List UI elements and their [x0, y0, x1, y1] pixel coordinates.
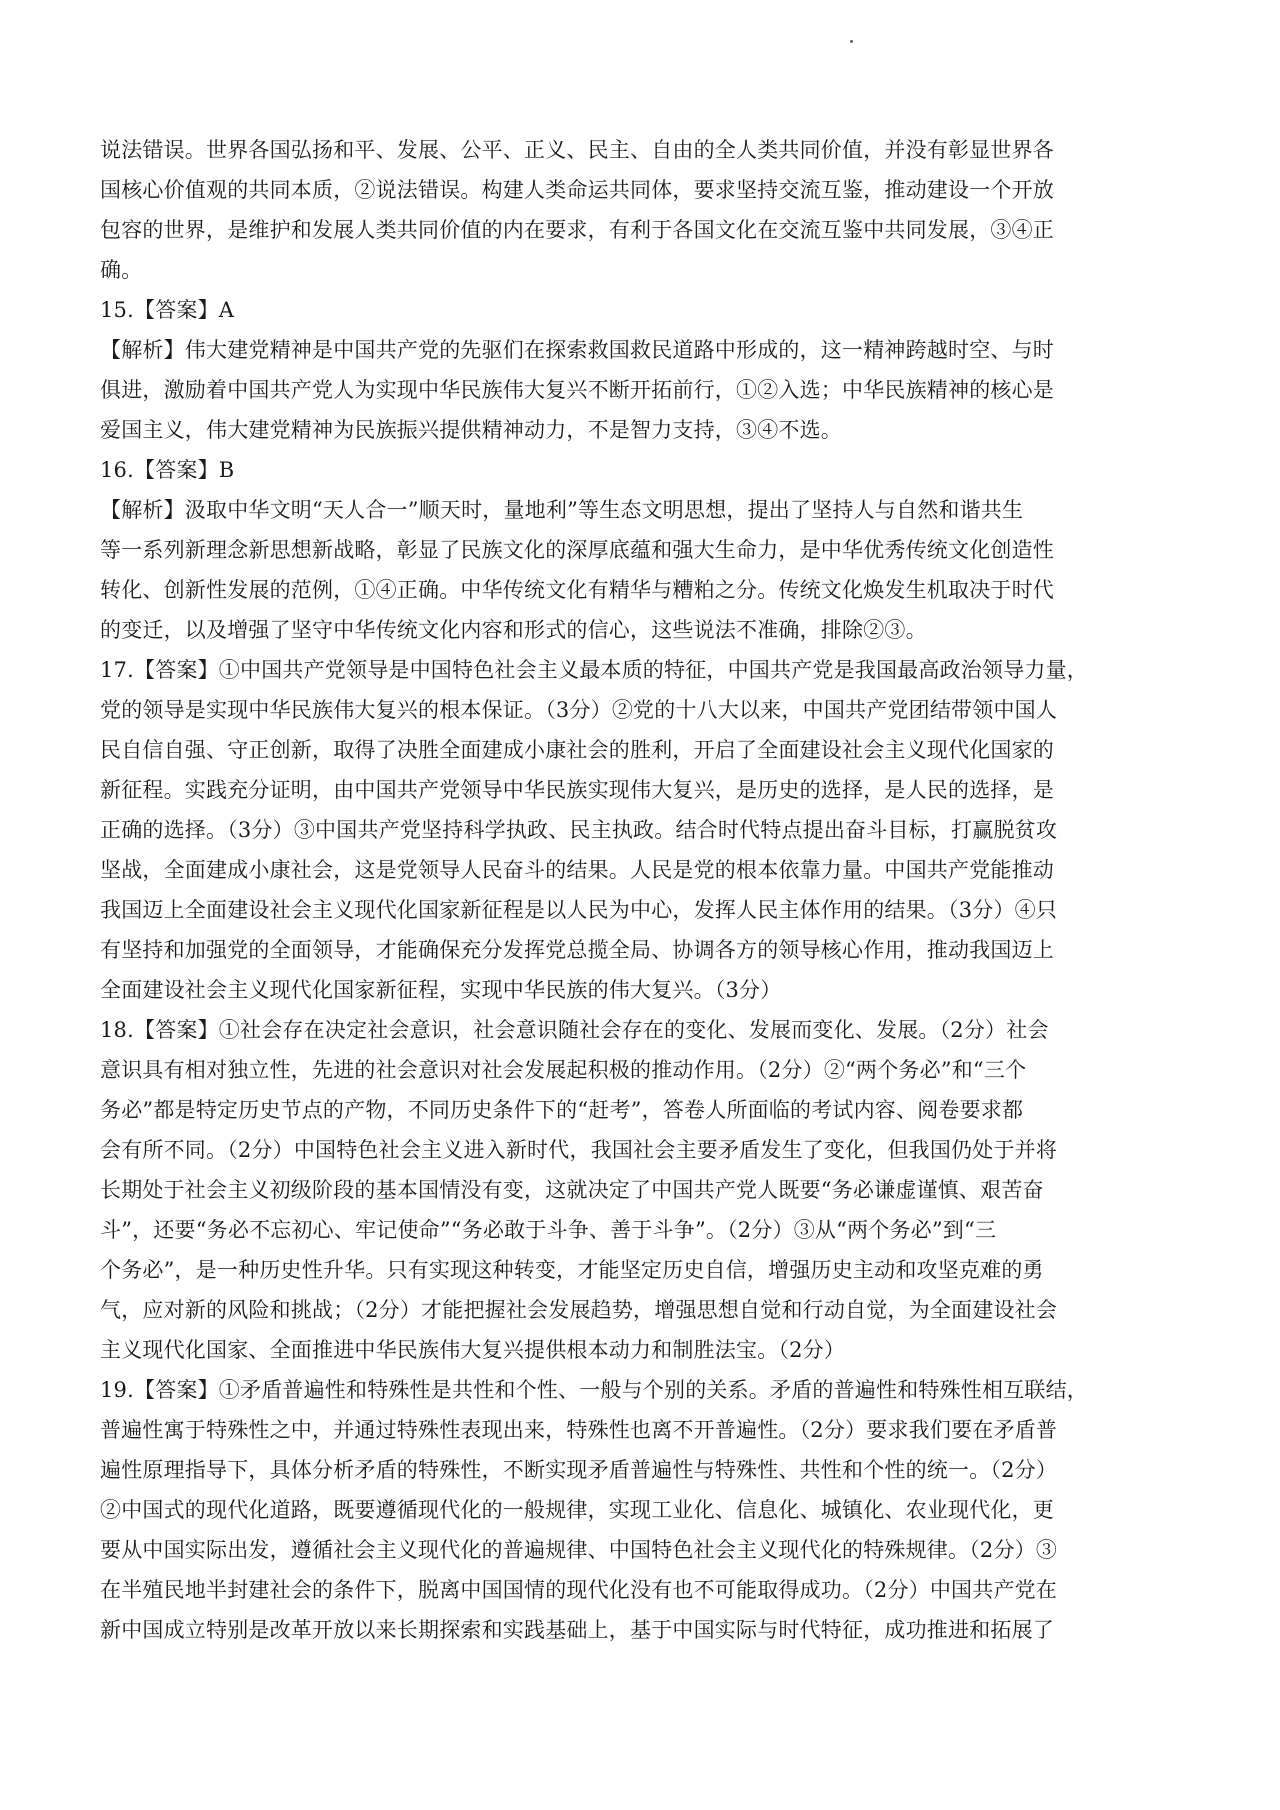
text-line: 的变迁，以及增强了坚守中华传统文化内容和形式的信心，这些说法不准确，排除②③。	[100, 618, 927, 642]
text-line: 新中国成立特别是改革开放以来长期探索和实践基础上，基于中国实际与时代特征，成功推进和拓展了	[100, 1618, 1054, 1642]
text-line: 等一系列新理念新思想新战略，彰显了民族文化的深厚底蕴和强大生命力，是中华优秀传统文化创造性	[100, 538, 1054, 562]
text-line: 【解析】汲取中华文明“天人合一”顺天时，量地利”等生态文明思想，提出了坚持人与自然和谐共生	[100, 498, 1024, 522]
text-line: 转化、创新性发展的范例，①④正确。中华传统文化有精华与糟粕之分。传统文化焕发生机取决于时代	[100, 578, 1054, 602]
text-line: 正确的选择。（3分）③中国共产党坚持科学执政、民主执政。结合时代特点提出奋斗目标，打赢脱贫攻	[100, 818, 1058, 842]
text-line: 爱国主义，伟大建党精神为民族振兴提供精神动力，不是智力支持，③④不选。	[100, 418, 842, 442]
text-line: 民自信自强、守正创新，取得了决胜全面建成小康社会的胜利，开启了全面建设社会主义现代化国家的	[100, 738, 1054, 762]
text-line: 斗”，还要“务必不忘初心、牢记使命”“务必敢于斗争、善于斗争”。（2分）③从“两个务必”到“三	[100, 1218, 997, 1242]
answer-heading-17: 17.【答案】①中国共产党领导是中国特色社会主义最本质的特征，中国共产党是我国最高政治领导力量，	[100, 658, 1088, 682]
text-line: 会有所不同。（2分）中国特色社会主义进入新时代，我国社会主要矛盾发生了变化，但我国仍处于并将	[100, 1138, 1058, 1162]
text-line: 坚战，全面建成小康社会，这是党领导人民奋斗的结果。人民是党的根本依靠力量。中国共产党能推动	[100, 858, 1054, 882]
text-line: 长期处于社会主义初级阶段的基本国情没有变，这就决定了中国共产党人既要“务必谦虚谨慎、艰苦奋	[100, 1178, 1044, 1202]
text-line: 党的领导是实现中华民族伟大复兴的根本保证。（3分）②党的十八大以来，中国共产党团结带领中国人	[100, 698, 1058, 722]
text-line: ②中国式的现代化道路，既要遵循现代化的一般规律，实现工业化、信息化、城镇化、农业现代化，更	[100, 1498, 1054, 1522]
text-line: 新征程。实践充分证明，由中国共产党领导中华民族实现伟大复兴，是历史的选择，是人民的选择，是	[100, 778, 1054, 802]
text-line: 包容的世界，是维护和发展人类共同价值的内在要求，有利于各国文化在交流互鉴中共同发展，③④正	[100, 218, 1054, 242]
text-line: 普遍性寓于特殊性之中，并通过特殊性表现出来，特殊性也离不开普遍性。（2分）要求我们要在矛盾普	[100, 1418, 1058, 1442]
text-line: 遍性原理指导下，具体分析矛盾的特殊性，不断实现矛盾普遍性与特殊性、共性和个性的统一。（2分）	[100, 1458, 1058, 1482]
document-body	[100, 130, 1180, 1650]
answer-heading-18: 18.【答案】①社会存在决定社会意识，社会意识随社会存在的变化、发展而变化、发展。（2分）社会	[100, 1018, 1049, 1042]
text-line: 有坚持和加强党的全面领导，才能确保充分发挥党总揽全局、协调各方的领导核心作用，推动我国迈上	[100, 938, 1054, 962]
text-line: 【解析】伟大建党精神是中国共产党的先驱们在探索救国救民道路中形成的，这一精神跨越时空、与时	[100, 338, 1054, 362]
answer-heading-19: 19.【答案】①矛盾普遍性和特殊性是共性和个性、一般与个别的关系。矛盾的普遍性和特殊性相互联结，	[100, 1378, 1088, 1402]
text-line: 个务必”，是一种历史性升华。只有实现这种转变，才能坚定历史自信，增强历史主动和攻坚克难的勇	[100, 1258, 1044, 1282]
text-line: 意识具有相对独立性，先进的社会意识对社会发展起积极的推动作用。（2分）②“两个务必”和“三个	[100, 1058, 1027, 1082]
text-line: 在半殖民地半封建社会的条件下，脱离中国国情的现代化没有也不可能取得成功。（2分）中国共产党在	[100, 1578, 1058, 1602]
text-line: 主义现代化国家、全面推进中华民族伟大复兴提供根本动力和制胜法宝。（2分）	[100, 1338, 846, 1362]
answer-heading-15: 15.【答案】A	[100, 298, 235, 322]
text-line: 务必”都是特定历史节点的产物，不同历史条件下的“赶考”，答卷人所面临的考试内容、阅卷要求都	[100, 1098, 1024, 1122]
text-line: 要从中国实际出发，遵循社会主义现代化的普遍规律、中国特色社会主义现代化的特殊规律。（2分）③	[100, 1538, 1058, 1562]
text-line: 我国迈上全面建设社会主义现代化国家新征程是以人民为中心，发挥人民主体作用的结果。（3分）④只	[100, 898, 1058, 922]
text-line: 说法错误。世界各国弘扬和平、发展、公平、正义、民主、自由的全人类共同价值，并没有彰显世界各	[100, 138, 1054, 162]
scan-speck	[850, 40, 853, 43]
text-line: 俱进，激励着中国共产党人为实现中华民族伟大复兴不断开拓前行，①②入选；中华民族精神的核心是	[100, 378, 1054, 402]
text-line: 全面建设社会主义现代化国家新征程，实现中华民族的伟大复兴。（3分）	[100, 978, 782, 1002]
answer-heading-16: 16.【答案】B	[100, 458, 235, 482]
text-line: 确。	[100, 258, 143, 282]
text-line: 国核心价值观的共同本质，②说法错误。构建人类命运共同体，要求坚持交流互鉴，推动建设一个开放	[100, 178, 1054, 202]
text-line: 气，应对新的风险和挑战；（2分）才能把握社会发展趋势，增强思想自觉和行动自觉，为全面建设社会	[100, 1298, 1058, 1322]
